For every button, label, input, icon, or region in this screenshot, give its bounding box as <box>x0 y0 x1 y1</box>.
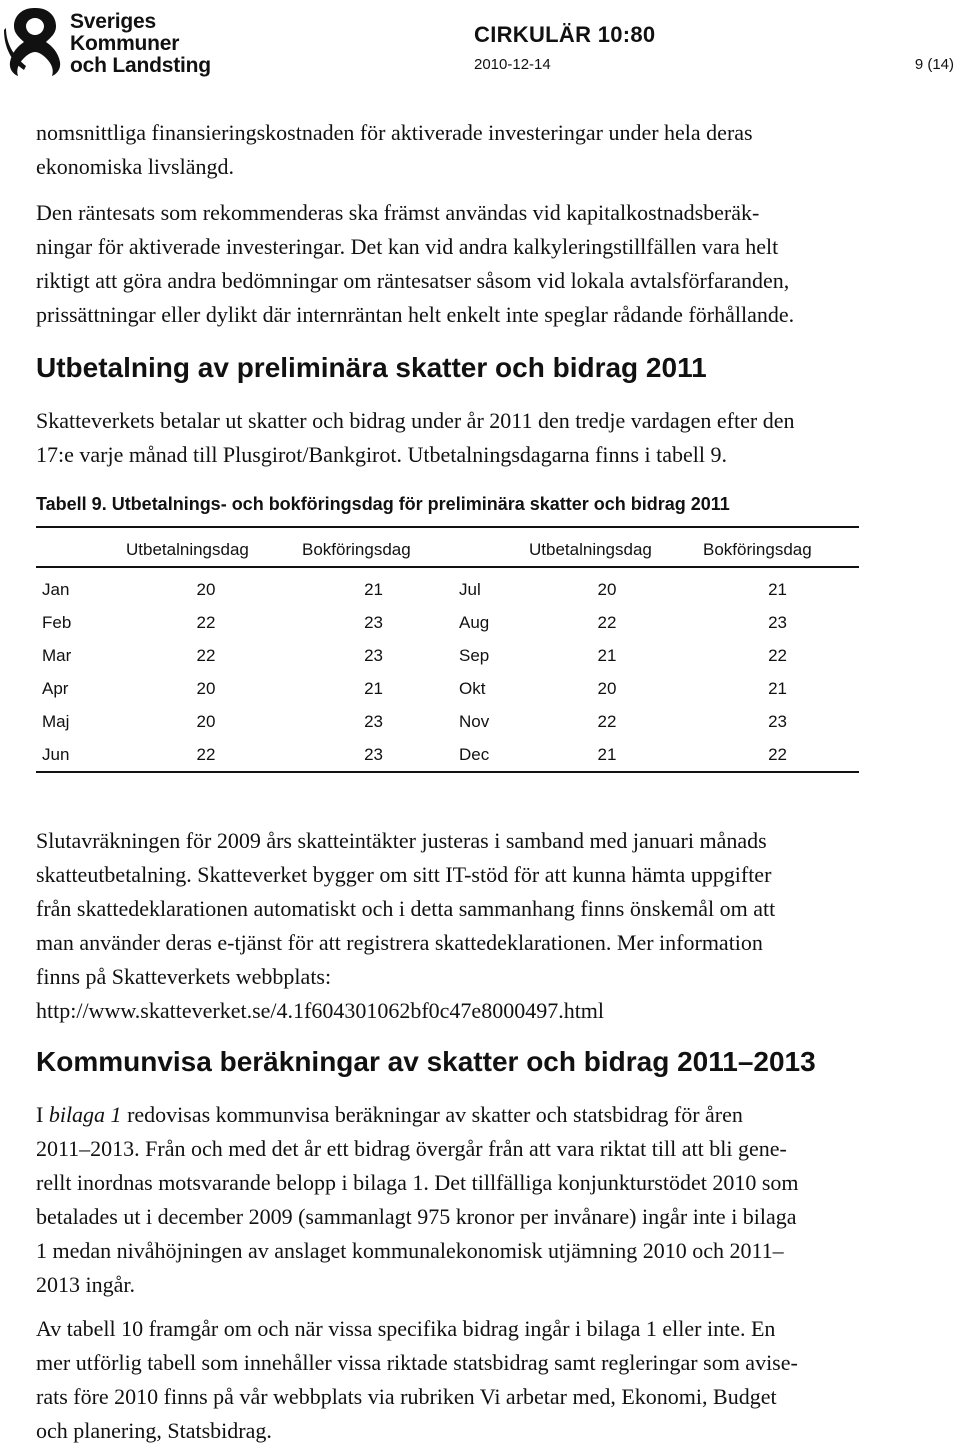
table-caption: Tabell 9. Utbetalnings- och bokföringsdag för preliminära skatter och bidrag 2011 <box>36 494 730 514</box>
payment-day-cell: 20 <box>196 712 216 731</box>
text-line: prissättningar eller dylikt där internräntan helt enkelt inte speglar rådande förhållande. <box>36 302 795 327</box>
payment-day-cell: 22 <box>597 712 617 731</box>
skatteverket-link[interactable]: http://www.skatteverket.se/4.1f604301062bf0c47e8000497.html <box>36 998 605 1023</box>
month-cell: Apr <box>42 679 69 698</box>
text-line: nomsnittliga finansieringskostnaden för aktiverade investeringar under hela deras <box>36 120 753 145</box>
column-header: Bokföringsdag <box>302 540 411 559</box>
booking-day-cell: 21 <box>364 679 383 698</box>
payment-day-cell: 20 <box>597 580 617 599</box>
section2-paragraph-1 <box>36 1098 960 1302</box>
settlement-paragraph <box>36 824 960 1028</box>
month-cell: Sep <box>459 646 490 665</box>
text-line: betalades ut i december 2009 (sammanlagt 975 kronor per invånare) ingår inte i bilaga <box>36 1204 797 1229</box>
booking-day-cell: 23 <box>364 646 383 665</box>
section-heading: Utbetalning av preliminära skatter och bidrag 2011 <box>36 352 707 383</box>
payment-day-cell: 21 <box>597 745 617 764</box>
page-number: 9 (14) <box>914 56 954 73</box>
org-logo <box>4 6 211 78</box>
column-header: Bokföringsdag <box>703 540 812 559</box>
section1-paragraph <box>36 404 960 472</box>
text-line: 1 medan nivåhöjningen av anslaget kommunalekonomisk utjämning 2010 och 2011– <box>36 1238 784 1263</box>
circular-date: 2010-12-14 <box>474 56 551 73</box>
table-header-rule <box>36 566 859 568</box>
text-line: Av tabell 10 framgår om och när vissa specifika bidrag ingår i bilaga 1 eller inte. En <box>36 1316 776 1341</box>
payment-day-cell: 21 <box>597 646 617 665</box>
intro-paragraph-2 <box>36 196 960 332</box>
org-name <box>70 11 211 77</box>
bilaga-reference: bilaga 1 <box>48 1102 122 1127</box>
month-cell: Dec <box>459 745 490 764</box>
circular-title: CIRKULÄR 10:80 <box>474 22 656 47</box>
table-top-rule <box>36 526 859 528</box>
month-cell: Mar <box>42 646 72 665</box>
payment-day-cell: 22 <box>196 646 216 665</box>
booking-day-cell: 22 <box>768 646 787 665</box>
booking-day-cell: 21 <box>768 580 787 599</box>
text-line: riktigt att göra andra bedömningar om räntesatser såsom vid lokala avtalsförfaranden, <box>36 268 790 293</box>
text-line: Skatteverkets betalar ut skatter och bidrag under år 2011 den tredje vardagen efter den <box>36 408 795 433</box>
text-line: 17:e varje månad till Plusgirot/Bankgirot. Utbetalningsdagarna finns i tabell 9. <box>36 442 728 467</box>
payment-day-cell: 22 <box>597 613 617 632</box>
table-bottom-rule <box>36 771 859 773</box>
booking-day-cell: 23 <box>364 745 383 764</box>
payment-day-cell: 22 <box>196 745 216 764</box>
booking-day-cell: 23 <box>364 712 383 731</box>
booking-day-cell: 22 <box>768 745 787 764</box>
month-cell: Aug <box>459 613 490 632</box>
text-line: mer utförlig tabell som innehåller vissa riktade statsbidrag samt regleringar som avise- <box>36 1350 798 1375</box>
month-cell: Feb <box>42 613 72 632</box>
booking-day-cell: 23 <box>364 613 383 632</box>
month-cell: Nov <box>459 712 490 731</box>
text-line: ekonomiska livslängd. <box>36 154 234 179</box>
org-name-line: Sveriges <box>70 10 156 33</box>
text-line: finns på Skatteverkets webbplats: <box>36 964 332 989</box>
section-heading: Kommunvisa beräkningar av skatter och bidrag 2011–2013 <box>36 1046 816 1077</box>
org-name-line: och Landsting <box>70 54 211 77</box>
text-fragment: I <box>36 1102 49 1127</box>
text-line: 2011–2013. Från och med det år ett bidrag övergår från att vara riktat till att bli gene- <box>36 1136 787 1161</box>
month-cell: Jan <box>42 580 70 599</box>
booking-day-cell: 21 <box>768 679 787 698</box>
text-line: från skattedeklarationen automatiskt och i detta sammanhang finns önskemål om att <box>36 896 776 921</box>
booking-day-cell: 21 <box>364 580 383 599</box>
text-line <box>36 1098 960 1132</box>
month-cell: Jul <box>459 580 481 599</box>
booking-day-cell: 23 <box>768 613 787 632</box>
column-header: Utbetalningsdag <box>529 540 652 559</box>
org-name-line: Kommuner <box>70 32 180 55</box>
column-header: Utbetalningsdag <box>126 540 249 559</box>
text-fragment: redovisas kommunvisa beräkningar av skatter och statsbidrag för åren <box>121 1102 743 1127</box>
text-line: och planering, Statsbidrag. <box>36 1418 272 1443</box>
month-cell: Jun <box>42 745 70 764</box>
payment-day-cell: 20 <box>196 580 216 599</box>
booking-day-cell: 23 <box>768 712 787 731</box>
intro-paragraph-1 <box>36 116 960 184</box>
text-line: ningar för aktiverade investeringar. Det kan vid andra kalkyleringstillfällen vara helt <box>36 234 779 259</box>
crown-emblem-icon <box>4 6 66 78</box>
text-line: Den räntesats som rekommenderas ska främst användas vid kapitalkostnadsberäk- <box>36 200 760 225</box>
section2-paragraph-2 <box>36 1312 960 1448</box>
payment-table <box>36 526 859 776</box>
month-cell: Okt <box>459 679 486 698</box>
text-line: skatteutbetalning. Skatteverket bygger om sitt IT-stöd för att kunna hämta uppgifter <box>36 862 772 887</box>
text-line: rats före 2010 finns på vår webbplats via rubriken Vi arbetar med, Ekonomi, Budget <box>36 1384 777 1409</box>
text-line: man använder deras e-tjänst för att registrera skattedeklarationen. Mer information <box>36 930 763 955</box>
text-line: rellt inordnas motsvarande belopp i bilaga 1. Det tillfälliga konjunkturstödet 2010 som <box>36 1170 799 1195</box>
text-line: 2013 ingår. <box>36 1272 135 1297</box>
payment-day-cell: 22 <box>196 613 216 632</box>
month-cell: Maj <box>42 712 70 731</box>
text-line: Slutavräkningen för 2009 års skatteintäkter justeras i samband med januari månads <box>36 828 767 853</box>
payment-day-cell: 20 <box>597 679 617 698</box>
payment-day-cell: 20 <box>196 679 216 698</box>
